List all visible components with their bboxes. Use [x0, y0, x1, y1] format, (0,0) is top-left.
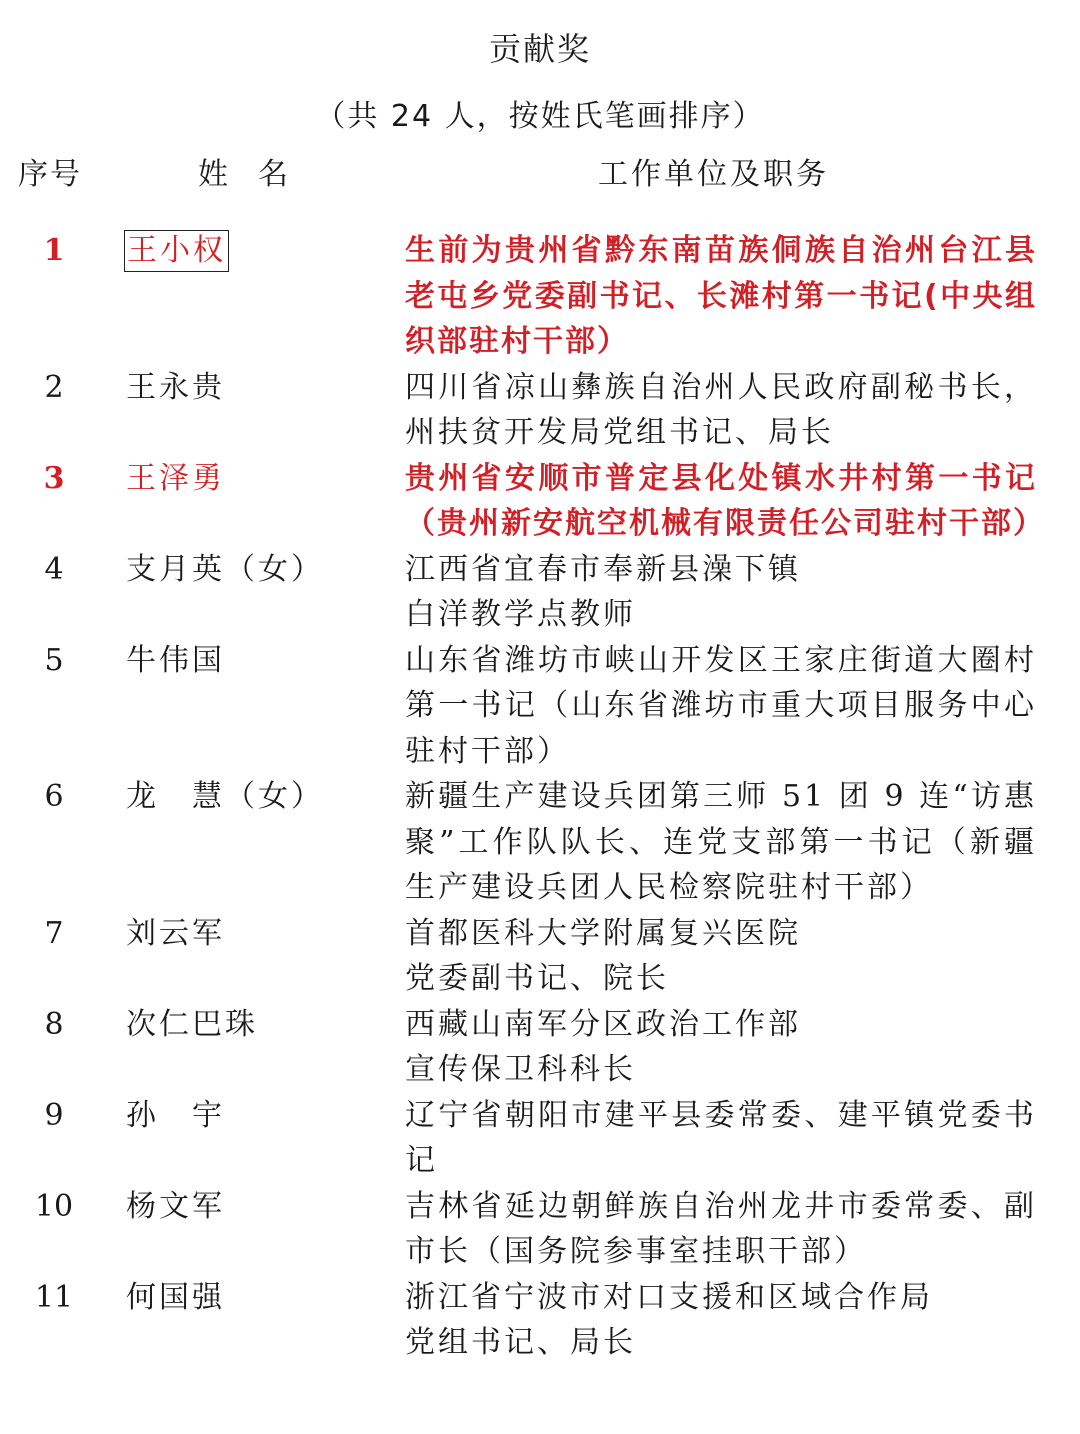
table-row [0, 638, 1080, 775]
row-work-unit-line: 江西省宜春市奉新县澡下镇 [405, 551, 801, 587]
row-work-unit: 山东省潍坊市峡山开发区王家庄街道大圈村第一书记（山东省潍坊市重大项目服务中心驻村干部） [405, 642, 1037, 769]
row-work-unit [405, 547, 1037, 638]
table-row [0, 1002, 1080, 1093]
row-person-name: 龙 慧（女） [126, 779, 324, 814]
row-serial-number: 11 [34, 1279, 74, 1315]
row-person-name: 何国强 [126, 1279, 225, 1315]
row-work-unit [405, 911, 1037, 1002]
document-subtitle: （共 24 人，按姓氏笔画排序） [315, 99, 765, 134]
row-person-name: 王泽勇 [126, 460, 225, 496]
row-person-name: 王小权 [124, 230, 229, 272]
row-serial-number: 8 [44, 1006, 64, 1042]
row-work-unit: 生前为贵州省黔东南苗族侗族自治州台江县老屯乡党委副书记、长滩村第一书记(中央组织部驻村干部） [405, 233, 1037, 359]
row-serial-number: 3 [43, 460, 65, 496]
row-work-unit: 四川省凉山彝族自治州人民政府副秘书长，州扶贫开发局党组书记、局长 [405, 369, 1037, 450]
row-work-unit [405, 1275, 1037, 1366]
table-row [0, 547, 1080, 638]
table-row [0, 774, 1080, 911]
row-work-unit-line: 白洋教学点教师 [405, 597, 636, 632]
row-person-name: 杨文军 [126, 1188, 225, 1224]
row-serial-number: 5 [44, 642, 64, 678]
table-row [0, 365, 1080, 456]
table-row [0, 456, 1080, 547]
row-work-unit-line: 宣传保卫科科长 [405, 1052, 636, 1087]
row-serial-number: 1 [43, 233, 65, 268]
row-serial-number: 10 [34, 1188, 74, 1224]
row-serial-number: 9 [44, 1097, 64, 1133]
header-serial-number: 序号 [18, 157, 82, 192]
row-work-unit: 新疆生产建设兵团第三师 51 团 9 连“访惠聚”工作队队长、连党支部第一书记（新疆生产建设兵团人民检察院驻村干部） [405, 779, 1037, 905]
row-work-unit-line: 党委副书记、院长 [405, 961, 669, 996]
row-work-unit [405, 1002, 1037, 1093]
row-work-unit-line: 西藏山南军分区政治工作部 [405, 1006, 801, 1042]
document-title: 贡献奖 [488, 30, 591, 68]
row-person-name: 次仁巴珠 [126, 1006, 258, 1042]
row-serial-number: 4 [44, 551, 64, 587]
table-row [0, 228, 1080, 365]
row-person-name: 牛伟国 [126, 642, 225, 678]
table-row [0, 1093, 1080, 1184]
row-person-name: 孙 宇 [126, 1097, 225, 1133]
header-name: 姓名 [198, 157, 318, 192]
row-work-unit-line: 党组书记、局长 [405, 1325, 636, 1360]
table-row [0, 1275, 1080, 1366]
row-serial-number: 6 [44, 779, 64, 814]
row-person-name: 支月英（女） [126, 551, 324, 587]
row-work-unit-line: 浙江省宁波市对口支援和区域合作局 [405, 1279, 933, 1315]
table-row [0, 911, 1080, 1002]
row-work-unit-line: 首都医科大学附属复兴医院 [405, 915, 801, 951]
row-person-name: 王永贵 [126, 369, 225, 405]
award-list [0, 228, 1080, 1366]
row-person-name: 刘云军 [126, 915, 225, 951]
row-work-unit: 贵州省安顺市普定县化处镇水井村第一书记（贵州新安航空机械有限责任公司驻村干部） [405, 460, 1045, 541]
row-work-unit: 吉林省延边朝鲜族自治州龙井市委常委、副市长（国务院参事室挂职干部） [405, 1188, 1037, 1269]
table-row [0, 1184, 1080, 1275]
row-work-unit: 辽宁省朝阳市建平县委常委、建平镇党委书记 [405, 1097, 1037, 1178]
row-serial-number: 7 [44, 915, 64, 951]
header-work-unit: 工作单位及职务 [598, 157, 829, 192]
row-serial-number: 2 [44, 369, 64, 405]
